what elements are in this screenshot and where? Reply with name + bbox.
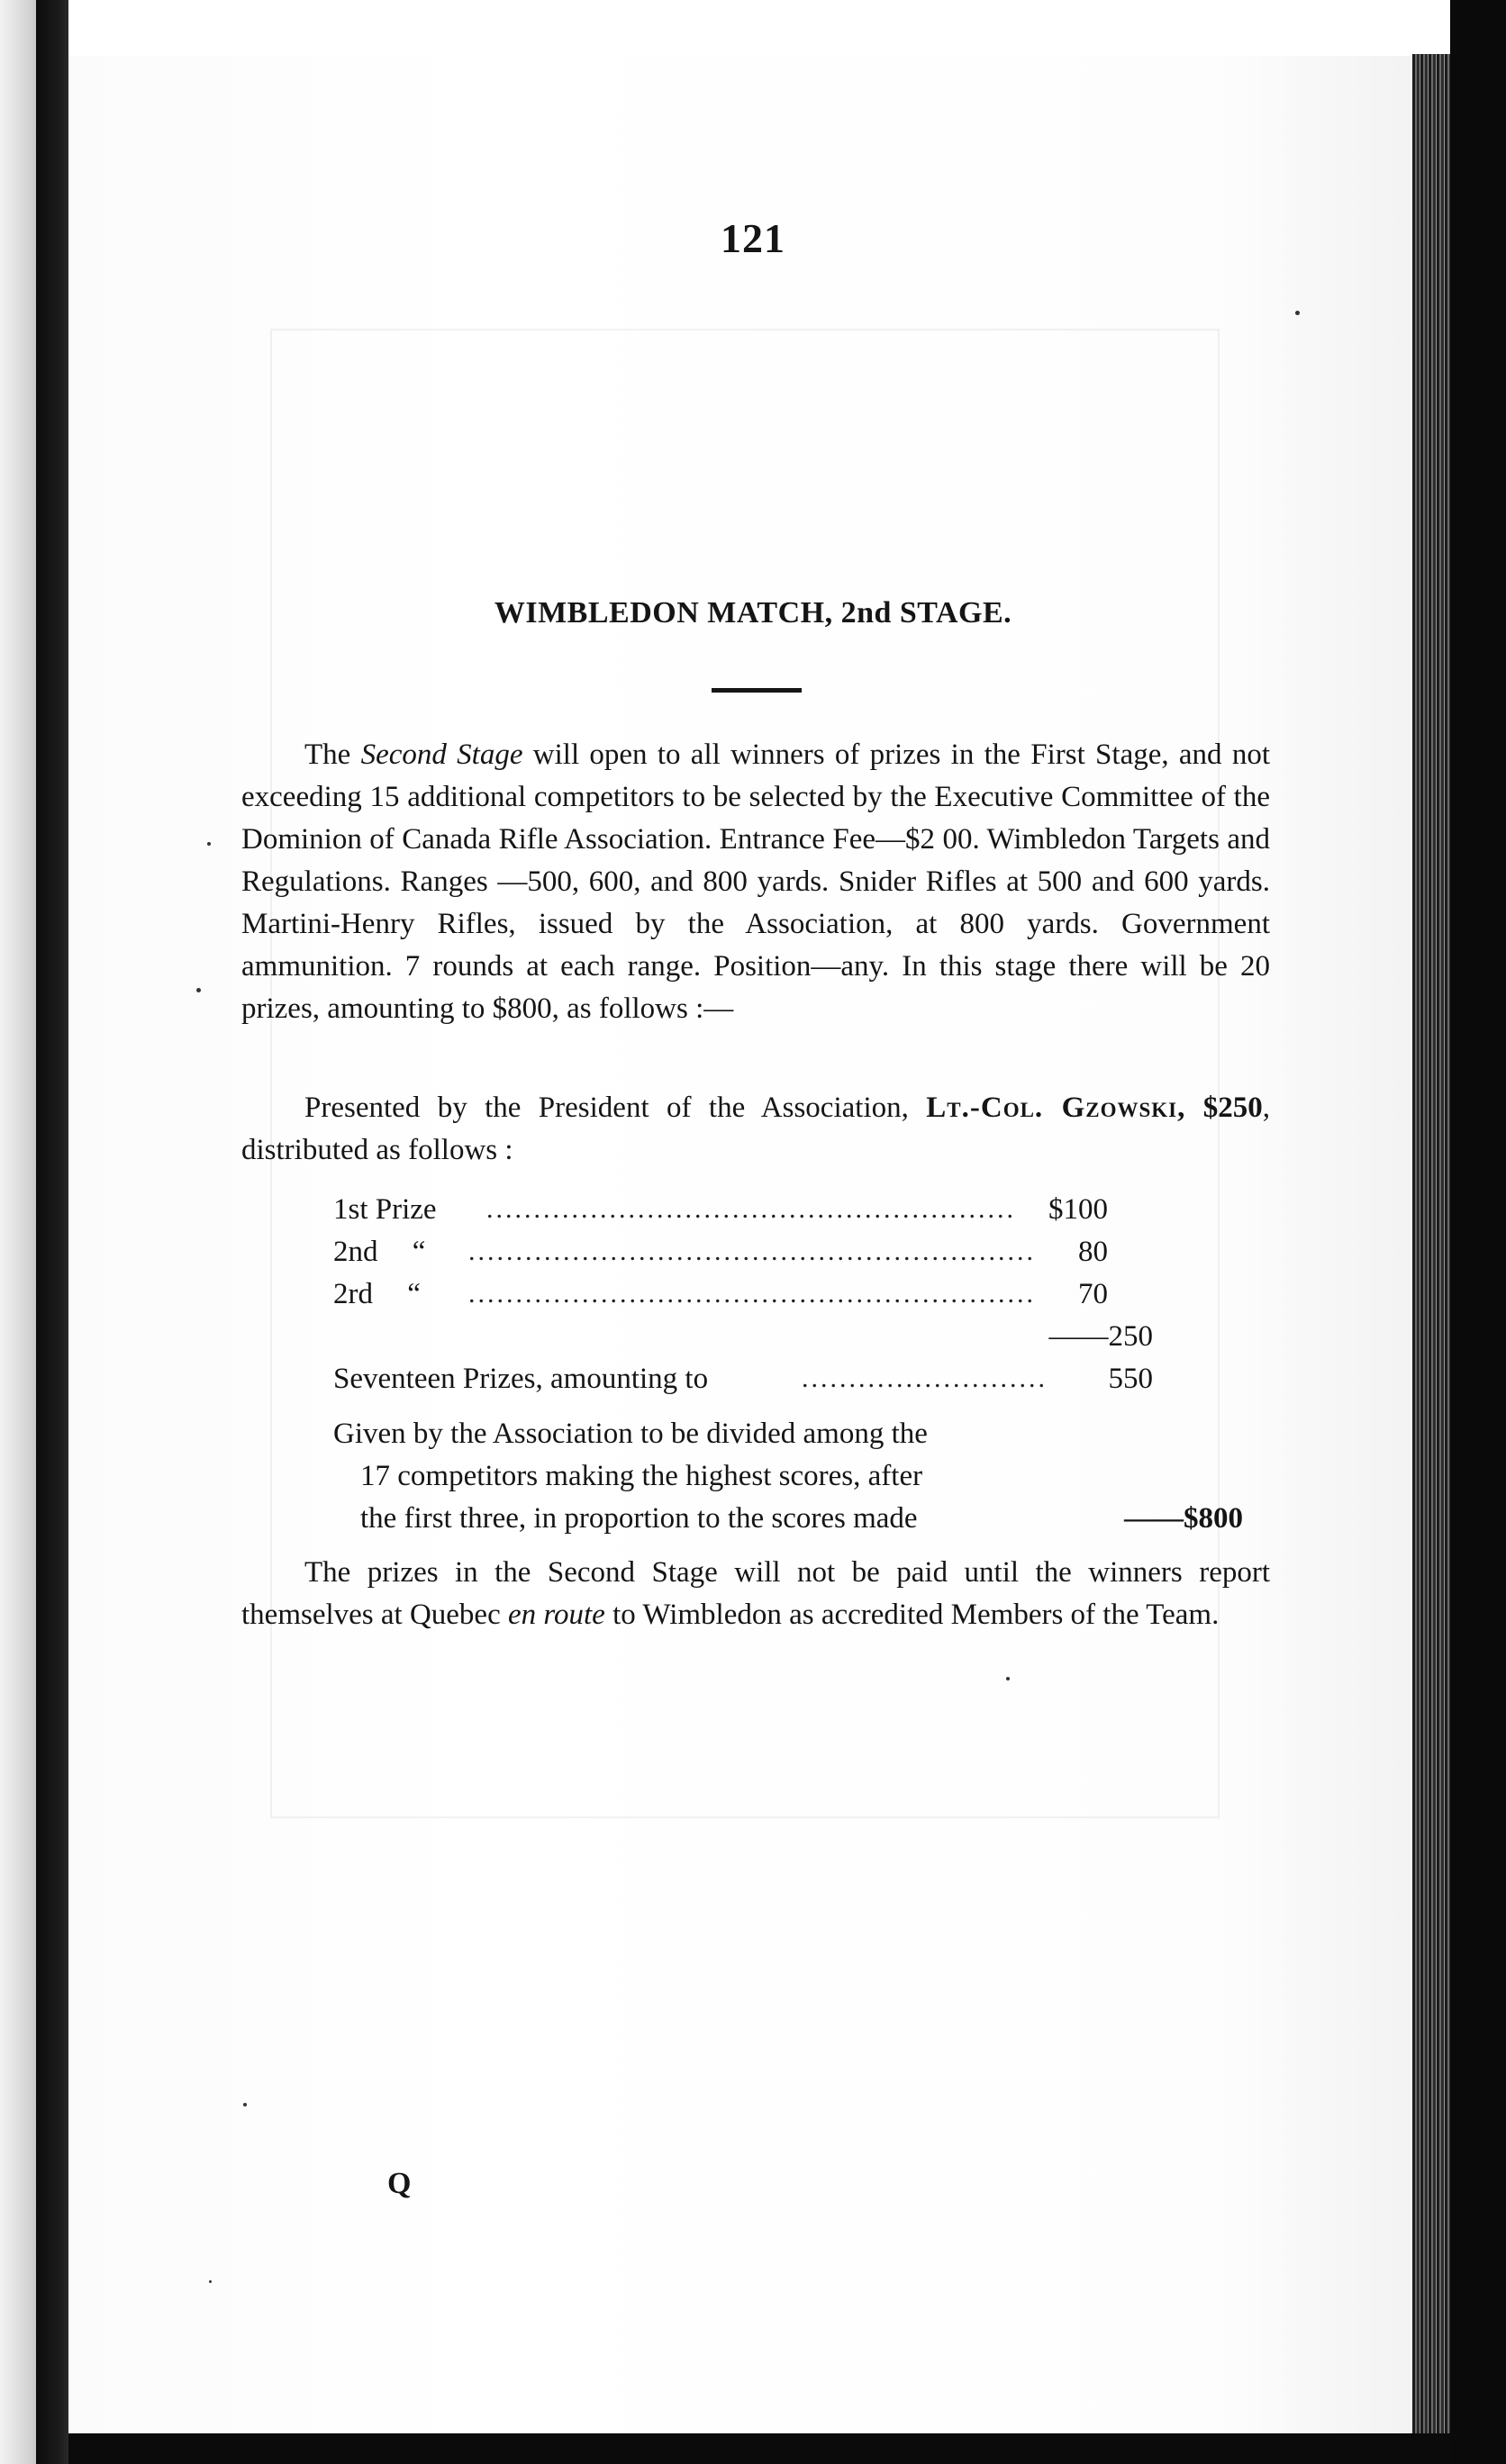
scan-speck [207,842,211,846]
prize-amount: 70 [1078,1278,1108,1310]
given-line: Given by the Association to be divided among the [333,1418,928,1450]
prize-amount: $100 [1048,1193,1108,1226]
signature-mark: Q [387,2167,412,2200]
prize-row-1 [333,1189,437,1231]
intro-paragraph: The Second Stage will open to all winners of prizes in the First Stage, and not exceeding 15 additional competitors to be selected by the Executive Committee of the Dominion of Canada Rifle Association. Entrance Fee—$2 00. Wimbledon Targets and Regulations. Ranges —500, 600, and 800 yards. Snider Rifles at 500 and 600 yards. Martini-Henry Rifles, issued by the Association, at 800 yards. Government ammunition. 7 rounds at each range. Position—any. In this stage there will be 20 prizes, amounting to $800, as follows :— [241,738,1270,1025]
prize-amount: 80 [1078,1236,1108,1268]
prize-label: 2nd [333,1236,378,1268]
leader-dots: ............................................................ [468,1279,1036,1309]
book-gutter-shadow [36,0,68,2464]
given-line: 17 competitors making the highest scores, after [360,1460,923,1492]
page-stack-edge [1412,54,1450,2436]
prize-label: 1st Prize [333,1193,437,1226]
scan-speck [1006,1677,1010,1680]
leader-dots: ........................................................ [486,1194,1016,1224]
page-number: 121 [721,215,785,261]
given-line: the first three, in proportion to the scores made [360,1502,918,1535]
prize-row-3 [333,1273,421,1316]
ditto-mark: “ [407,1278,421,1310]
scan-left-margin [0,0,36,2464]
title-rule [712,688,802,693]
seventeen-prizes-row [333,1358,708,1400]
leader-dots: .......................... [802,1363,1048,1393]
presented-paragraph: Presented by the President of the Association, Lt.-Col. Gzowski, $250, distributed as follows : [241,1092,1271,1166]
scan-speck [243,2103,247,2106]
president-amount: $250 [1202,1092,1263,1124]
prize-row-2 [333,1231,425,1273]
seventeen-amount: 550 [1108,1363,1153,1395]
seventeen-label: Seventeen Prizes, amounting to [333,1363,709,1395]
en-route-italic: en route [507,1599,605,1631]
ditto-mark: “ [412,1236,426,1268]
president-name: Lt.-Col. Gzowski, [926,1092,1186,1124]
second-stage-italic: Second Stage [360,738,523,771]
scan-right-background [1450,0,1506,2464]
leader-dots: ............................................................ [468,1237,1036,1266]
prize-label: 2rd [333,1278,373,1310]
scan-bottom-background [68,2433,1450,2464]
scan-speck [196,988,201,992]
given-block [333,1413,1054,1540]
subtotal-amount: ——250 [1048,1320,1153,1353]
closing-paragraph: The prizes in the Second Stage will not be paid until the winners report themselves at Quebec en route to Wimbledon as accredited Members of the Team. [241,1556,1270,1631]
page-title: WIMBLEDON MATCH, 2nd STAGE. [494,596,1012,630]
scan-top-margin [68,0,1450,56]
grand-total: ——$800 [1124,1502,1243,1535]
scan-speck [1295,311,1300,315]
scan-speck [209,2280,212,2283]
